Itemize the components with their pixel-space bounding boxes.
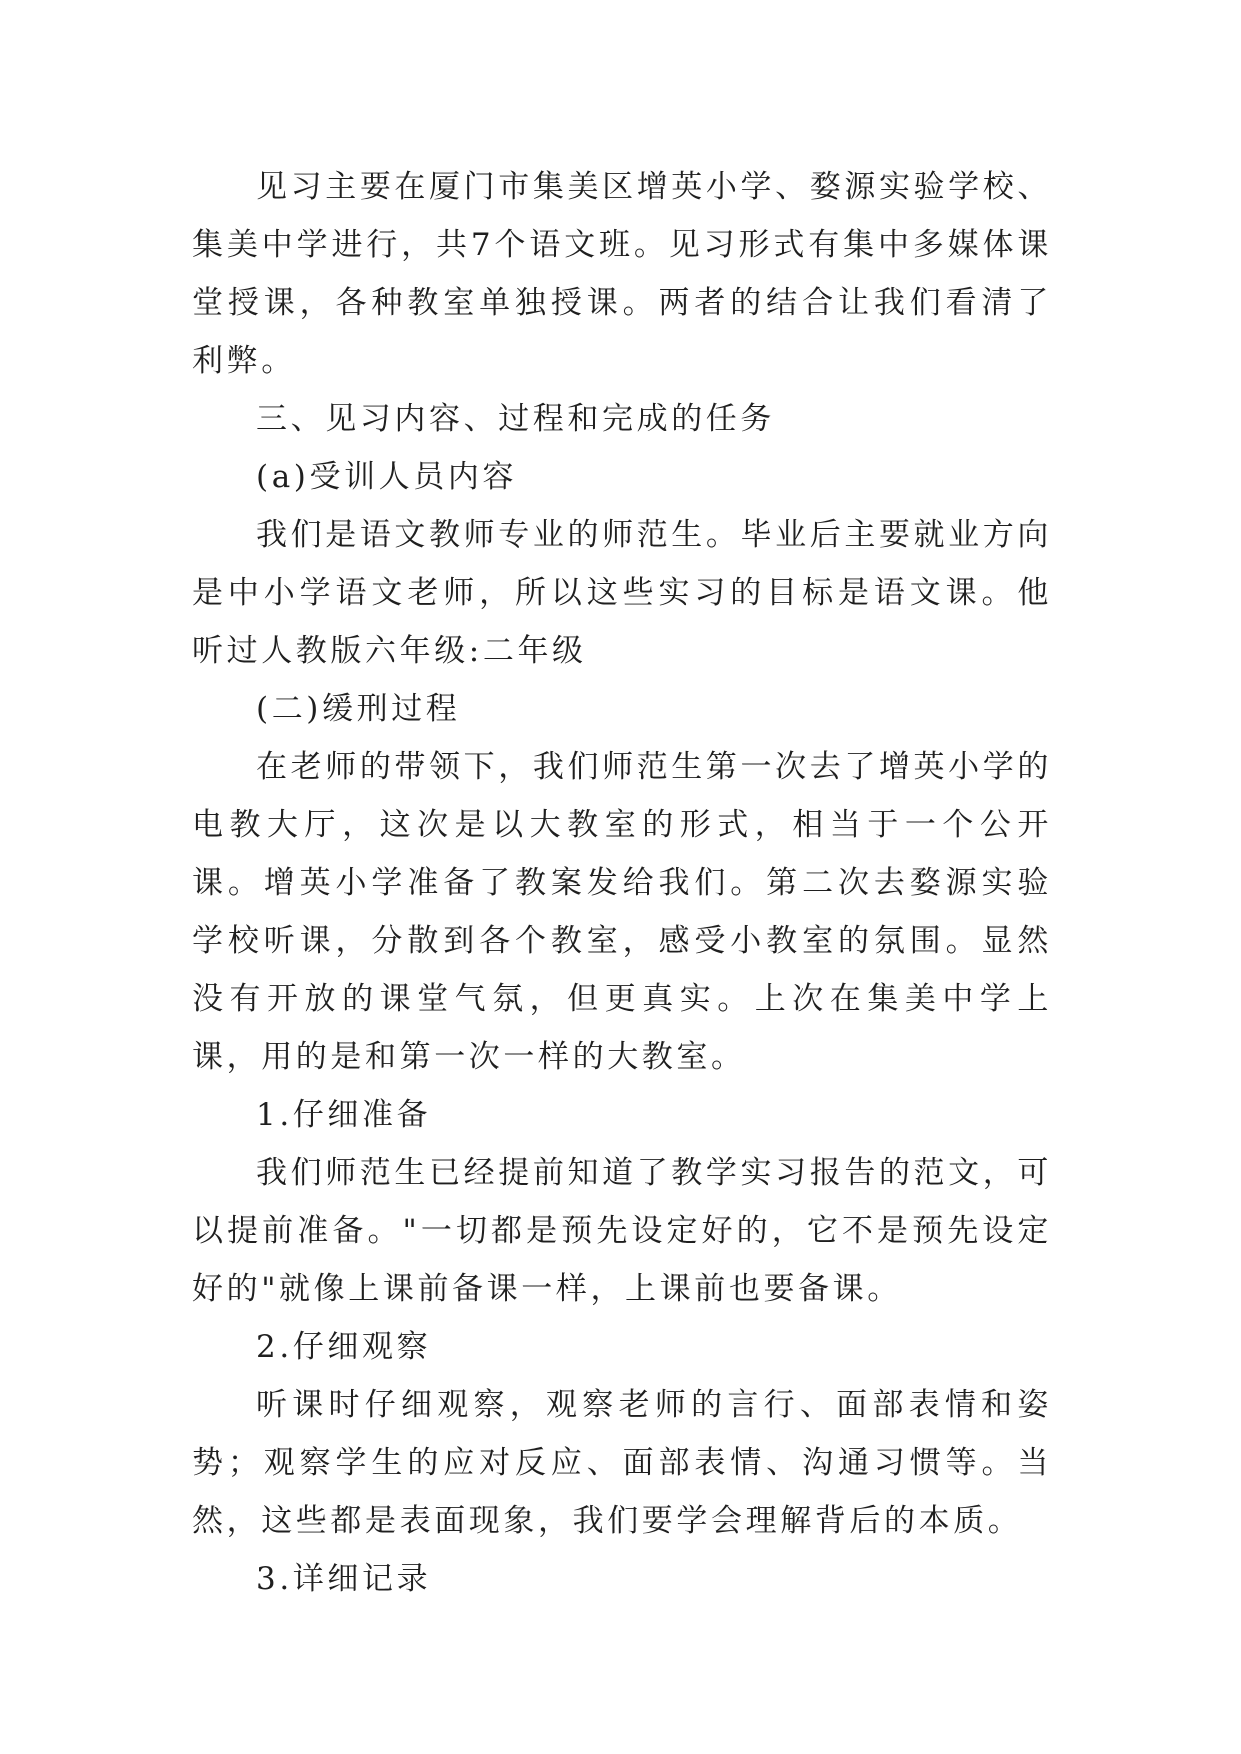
section-heading: 三、见习内容、过程和完成的任务 bbox=[256, 401, 775, 437]
item-heading: 3.详细记录 bbox=[256, 1561, 432, 1597]
item-heading: 2.仔细观察 bbox=[256, 1329, 432, 1365]
subsection-heading: (二)缓刑过程 bbox=[256, 691, 461, 727]
paragraph: 在老师的带领下，我们师范生第一次去了增英小学的电教大厅，这次是以大教室的形式，相当于一个公开课。增英小学准备了教案发给我们。第二次去婺源实验学校听课，分散到各个教室，感受小教室的氛围。显然没有开放的课堂气氛，但更真实。上次在集美中学上课，用的是和第一次一样的大教室。 bbox=[192, 749, 1052, 1075]
paragraph: 我们是语文教师专业的师范生。毕业后主要就业方向是中小学语文老师，所以这些实习的目标是语文课。他听过人教版六年级:二年级 bbox=[192, 517, 1052, 669]
paragraph: 听课时仔细观察，观察老师的言行、面部表情和姿势；观察学生的应对反应、面部表情、沟通习惯等。当然，这些都是表面现象，我们要学会理解背后的本质。 bbox=[192, 1387, 1052, 1539]
subsection-heading: (a)受训人员内容 bbox=[256, 459, 518, 495]
item-heading: 1.仔细准备 bbox=[256, 1097, 432, 1133]
paragraph: 我们师范生已经提前知道了教学实习报告的范文，可以提前准备。"一切都是预先设定好的，它不是预先设定好的"就像上课前备课一样，上课前也要备课。 bbox=[192, 1155, 1052, 1307]
paragraph: 见习主要在厦门市集美区增英小学、婺源实验学校、集美中学进行，共7个语文班。见习形式有集中多媒体课堂授课，各种教室单独授课。两者的结合让我们看清了利弊。 bbox=[192, 169, 1052, 379]
document-body bbox=[192, 158, 1052, 1608]
